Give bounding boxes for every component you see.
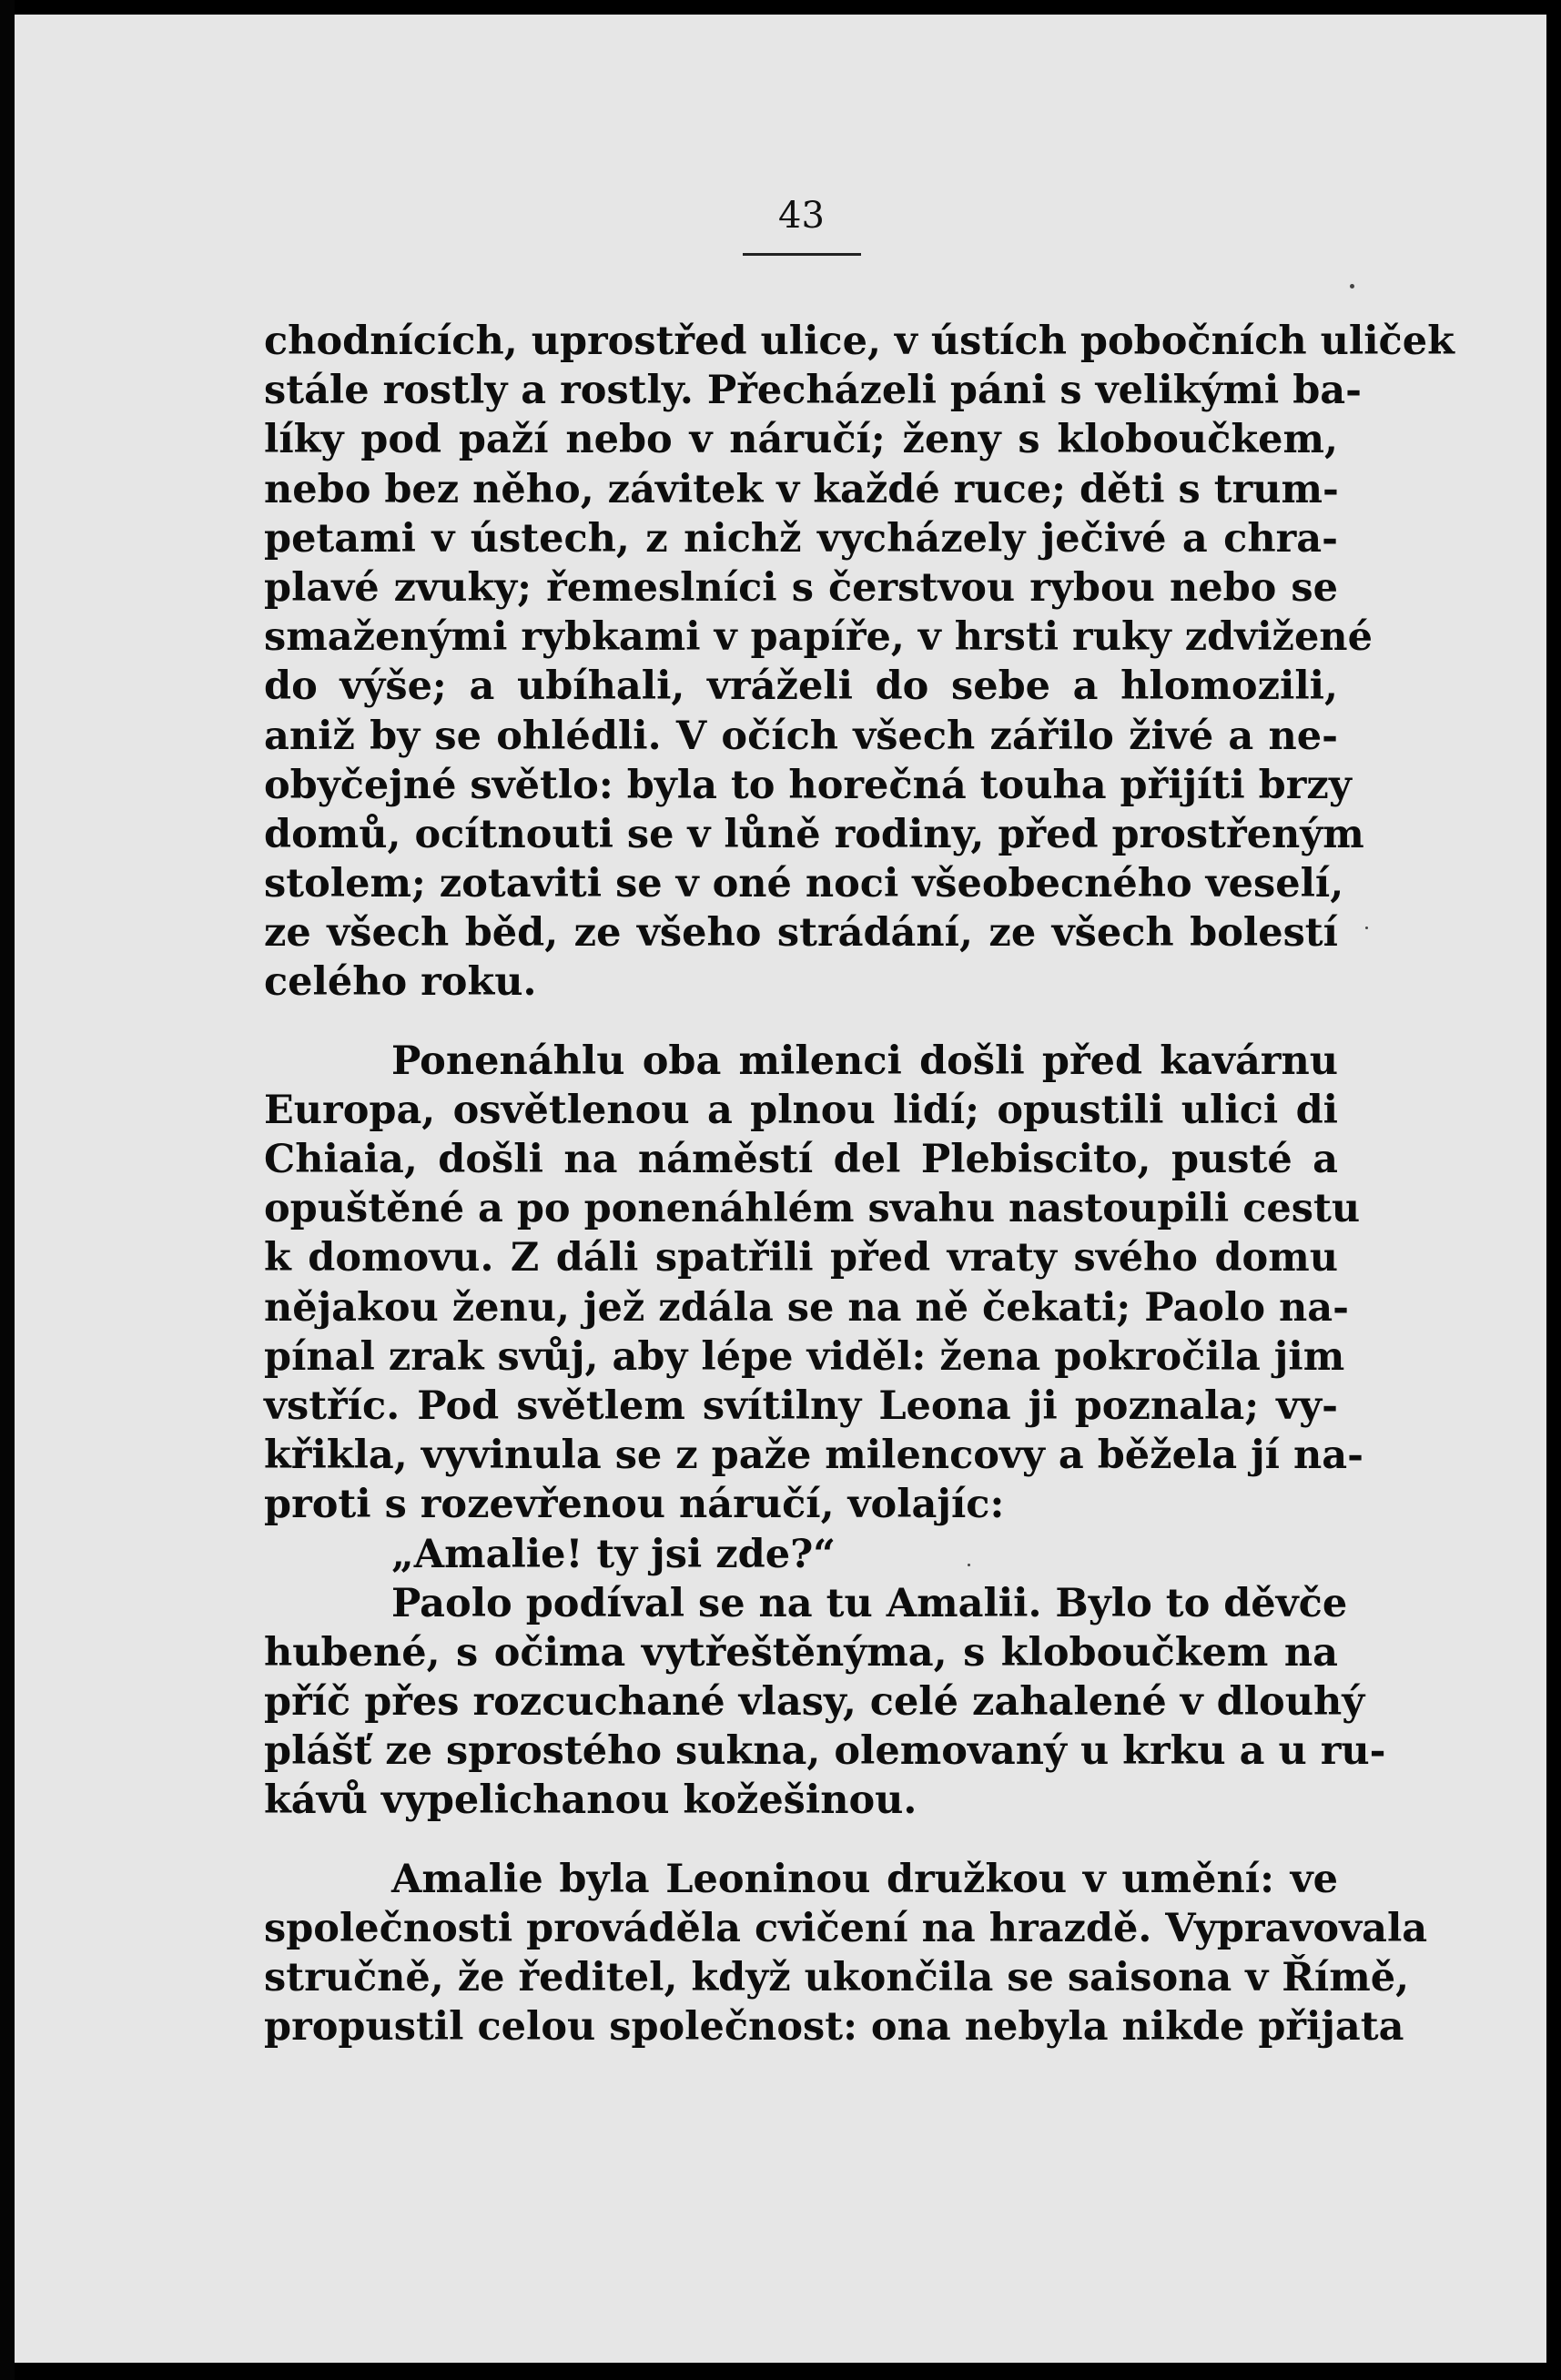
paragraph xyxy=(264,317,1455,1008)
text-line: smaženými rybkami v papíře, v hrsti ruky zdvižené xyxy=(264,614,1373,661)
text-line: pínal zrak svůj, aby lépe viděl: žena pokročila jim xyxy=(264,1333,1345,1380)
text-line: hubené, s očima vytřeštěnýma, s kloboučkem na xyxy=(264,1629,1338,1676)
text-line: stolem; zotaviti se v oné noci všeobecného veselí, xyxy=(264,861,1344,907)
text-line: ze všech běd, ze všeho strádání, ze všech bolestí xyxy=(264,910,1338,957)
page-number-rule xyxy=(743,253,861,256)
text-line: líky pod paží nebo v náručí; ženy s kloboučkem, xyxy=(264,417,1338,463)
text-line: celého roku. xyxy=(264,959,537,1006)
paragraph-gap xyxy=(264,1826,1338,1855)
paragraph xyxy=(264,1037,1363,1530)
body-text xyxy=(264,317,1455,2051)
ink-speck xyxy=(1365,927,1368,929)
text-line: plášť ze sprostého sukna, olemovaný u krku a u ru- xyxy=(264,1728,1386,1775)
paragraph xyxy=(264,1855,1428,2052)
text-line: Chiaia, došli na náměstí del Plebiscito, pusté a xyxy=(264,1137,1338,1182)
text-line: chodnících, uprostřed ulice, v ústích pobočních uliček xyxy=(264,319,1455,364)
text-line: opuštěné a po ponenáhlém svahu nastoupili cestu xyxy=(264,1186,1361,1232)
text-line: stále rostly a rostly. Přecházeli páni s velikými ba- xyxy=(264,368,1362,414)
text-line: k domovu. Z dáli spatřili před vraty svého domu xyxy=(264,1235,1338,1281)
text-line: Europa, osvětlenou a plnou lidí; opustili ulici di xyxy=(264,1087,1338,1133)
text-line: obyčejné světlo: byla to horečná touha přijíti brzy xyxy=(264,762,1352,808)
quoted-line: „Amalie! ty jsi zde?“ xyxy=(391,1531,836,1577)
text-line: křikla, vyvinula se z paže milencovy a běžela jí na- xyxy=(264,1433,1363,1479)
paragraph xyxy=(264,1530,1338,1579)
text-line: příč přes rozcuchané vlasy, celé zahalené v dlouhý xyxy=(264,1679,1365,1726)
text-line: Amalie byla Leoninou družkou v umění: ve xyxy=(391,1856,1338,1902)
text-line: plavé zvuky; řemeslníci s čerstvou rybou nebo se xyxy=(264,564,1338,611)
text-line: společnosti prováděla cvičení na hrazdě. Vypravovala xyxy=(264,1905,1428,1951)
text-line: aniž by se ohlédli. V očích všech zářilo živé a ne- xyxy=(264,713,1338,759)
text-line: nějakou ženu, jež zdála se na ně čekati; Paolo na- xyxy=(264,1284,1349,1331)
text-line: Paolo podíval se na tu Amalii. Bylo to děvče xyxy=(391,1580,1348,1626)
ink-speck xyxy=(1350,284,1354,289)
paragraph xyxy=(264,1579,1386,1826)
scan-left-edge xyxy=(0,0,15,2380)
text-line: petami v ústech, z nichž vycházely ječivé a chra- xyxy=(264,515,1338,562)
text-line: domů, ocítnouti se v lůně rodiny, před prostřeným xyxy=(264,811,1364,857)
text-line: Ponenáhlu oba milenci došli před kavárnu xyxy=(391,1038,1338,1084)
text-line: nebo bez něho, závitek v každé ruce; děti s trum- xyxy=(264,466,1339,512)
text-line: vstříc. Pod světlem svítilny Leona ji poznala; vy- xyxy=(264,1382,1338,1429)
text-line: stručně, že ředitel, když ukončila se saisona v Římě, xyxy=(264,1955,1410,2000)
text-line: proti s rozevřenou náručí, volajíc: xyxy=(264,1482,1005,1528)
text-line: do výše; a ubíhali, vráželi do sebe a hlomozili, xyxy=(264,663,1338,710)
page-number: 43 xyxy=(778,195,825,237)
text-line: propustil celou společnost: ona nebyla nikde přijata xyxy=(264,2004,1404,2051)
text-line: kávů vypelichanou kožešinou. xyxy=(264,1777,917,1824)
paragraph-gap xyxy=(264,1008,1338,1037)
book-page xyxy=(15,15,1546,2363)
